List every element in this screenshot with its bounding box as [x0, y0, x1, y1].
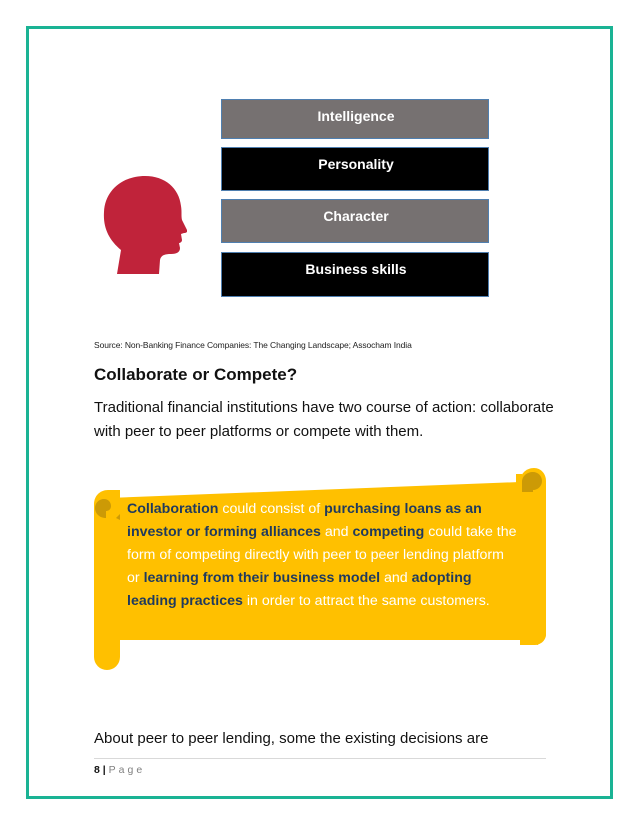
- scroll-segment: could take the form of competing directly with peer to peer lending platform or: [127, 524, 517, 586]
- scroll-segment: and: [380, 570, 412, 586]
- scroll-segment: could consist of: [218, 501, 325, 517]
- scroll-segment: and: [320, 524, 353, 540]
- scroll-segment: in order to attract the same customers.: [242, 593, 490, 609]
- trait-business-skills: [221, 252, 489, 297]
- head-silhouette-icon: [95, 172, 187, 274]
- section-heading: Collaborate or Compete?: [94, 365, 298, 384]
- body-paragraph: Traditional financial institutions have two course of action: collaborate with peer to peer platforms or compete with them.: [94, 399, 554, 440]
- page-footer: [94, 764, 145, 776]
- trait-intelligence: [221, 99, 489, 139]
- scroll-highlight: learning from their business model: [143, 570, 381, 586]
- footer-rule: [94, 758, 546, 759]
- trait-label: Personality: [318, 156, 394, 172]
- trait-personality: [221, 147, 489, 191]
- scroll-text: [127, 498, 519, 613]
- scroll-highlight: purchasing loans as an investor or forming alliances: [127, 501, 482, 540]
- trait-label: Character: [323, 208, 389, 224]
- page-number: 8: [94, 764, 100, 776]
- page-word: Page: [108, 764, 146, 776]
- trait-label: Intelligence: [317, 108, 395, 124]
- scroll-highlight: Collaboration: [127, 501, 219, 517]
- trait-label: Business skills: [305, 261, 407, 277]
- footer-separator: |: [102, 764, 106, 776]
- bottom-text: About peer to peer lending, some the existing decisions are: [94, 730, 489, 747]
- scroll-highlight: adopting leading practices: [127, 570, 472, 609]
- source-citation: Source: Non-Banking Finance Companies: The Changing Landscape; Assocham India: [94, 340, 412, 350]
- trait-character: [221, 199, 489, 243]
- scroll-highlight: competing: [352, 524, 425, 540]
